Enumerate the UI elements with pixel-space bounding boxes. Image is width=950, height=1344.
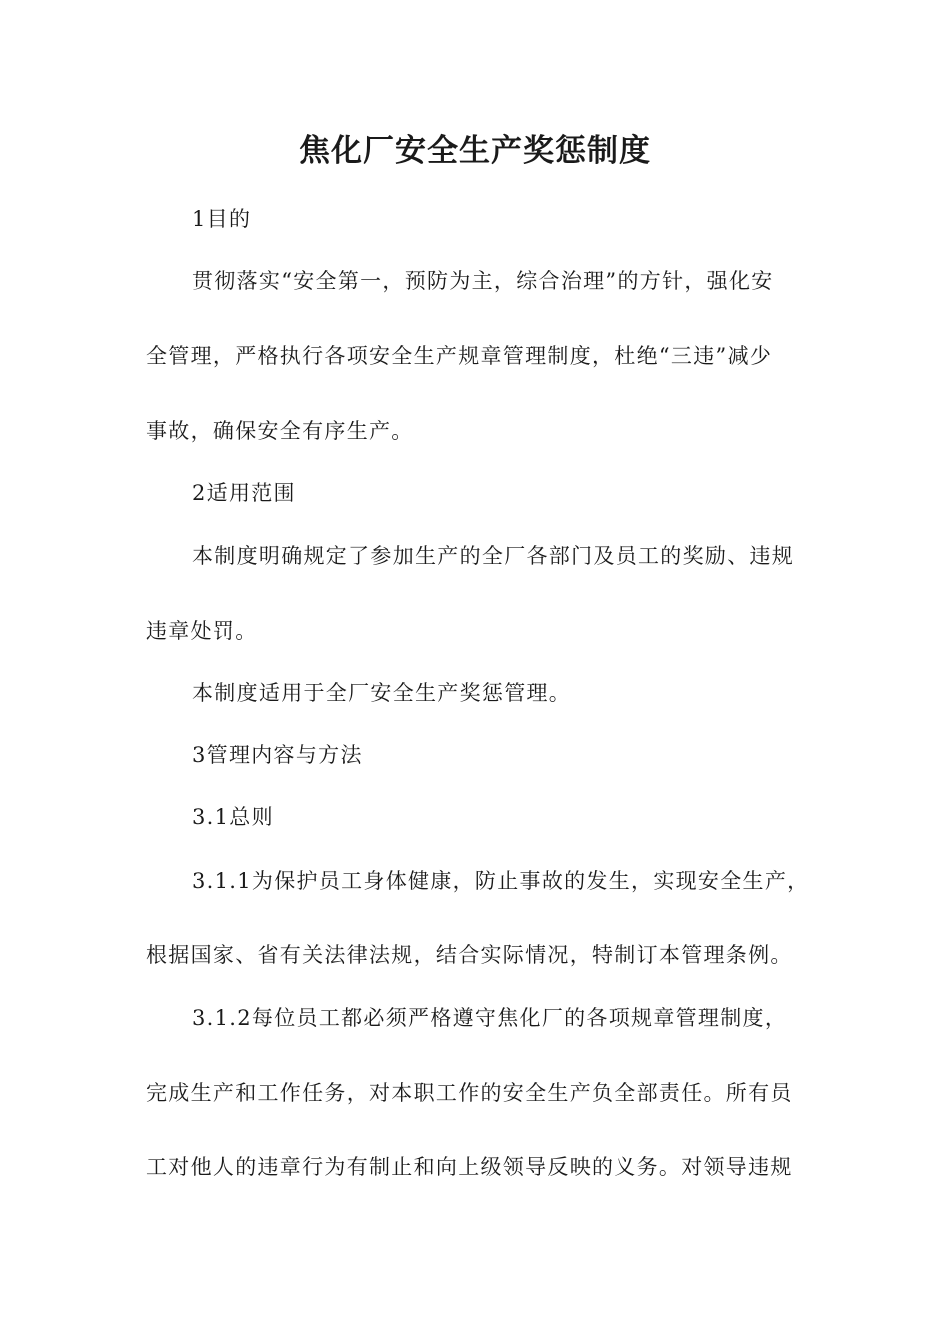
paragraph-line: 贯彻落实“安全第一，预防为主，综合治理”的方针，强化安 [192, 269, 774, 293]
heading-general: 3.1总则 [192, 805, 274, 829]
paragraph-line: 违章处罚。 [146, 619, 258, 643]
paragraph-line: 根据国家、省有关法律法规，结合实际情况，特制订本管理条例。 [146, 943, 793, 967]
paragraph-line: 本制度适用于全厂安全生产奖惩管理。 [192, 681, 572, 705]
paragraph-line: 事故，确保安全有序生产。 [146, 419, 414, 443]
heading-management: 3管理内容与方法 [192, 743, 363, 767]
heading-purpose: 1目的 [192, 207, 252, 231]
paragraph-line: 工对他人的违章行为有制止和向上级领导反映的义务。对领导违规 [146, 1155, 793, 1179]
paragraph-line: 3.1.2每位员工都必须严格遵守焦化厂的各项规章管理制度， [192, 1006, 788, 1030]
paragraph-line: 全管理，严格执行各项安全生产规章管理制度，杜绝“三违”减少 [146, 344, 773, 368]
heading-scope: 2适用范围 [192, 481, 296, 505]
document-title: 焦化厂安全生产奖惩制度 [299, 133, 651, 169]
paragraph-line: 本制度明确规定了参加生产的全厂各部门及员工的奖励、违规 [192, 544, 795, 568]
paragraph-line: 3.1.1为保护员工身体健康，防止事故的发生，实现安全生产， [192, 869, 810, 893]
paragraph-line: 完成生产和工作任务，对本职工作的安全生产负全部责任。所有员 [146, 1081, 793, 1105]
